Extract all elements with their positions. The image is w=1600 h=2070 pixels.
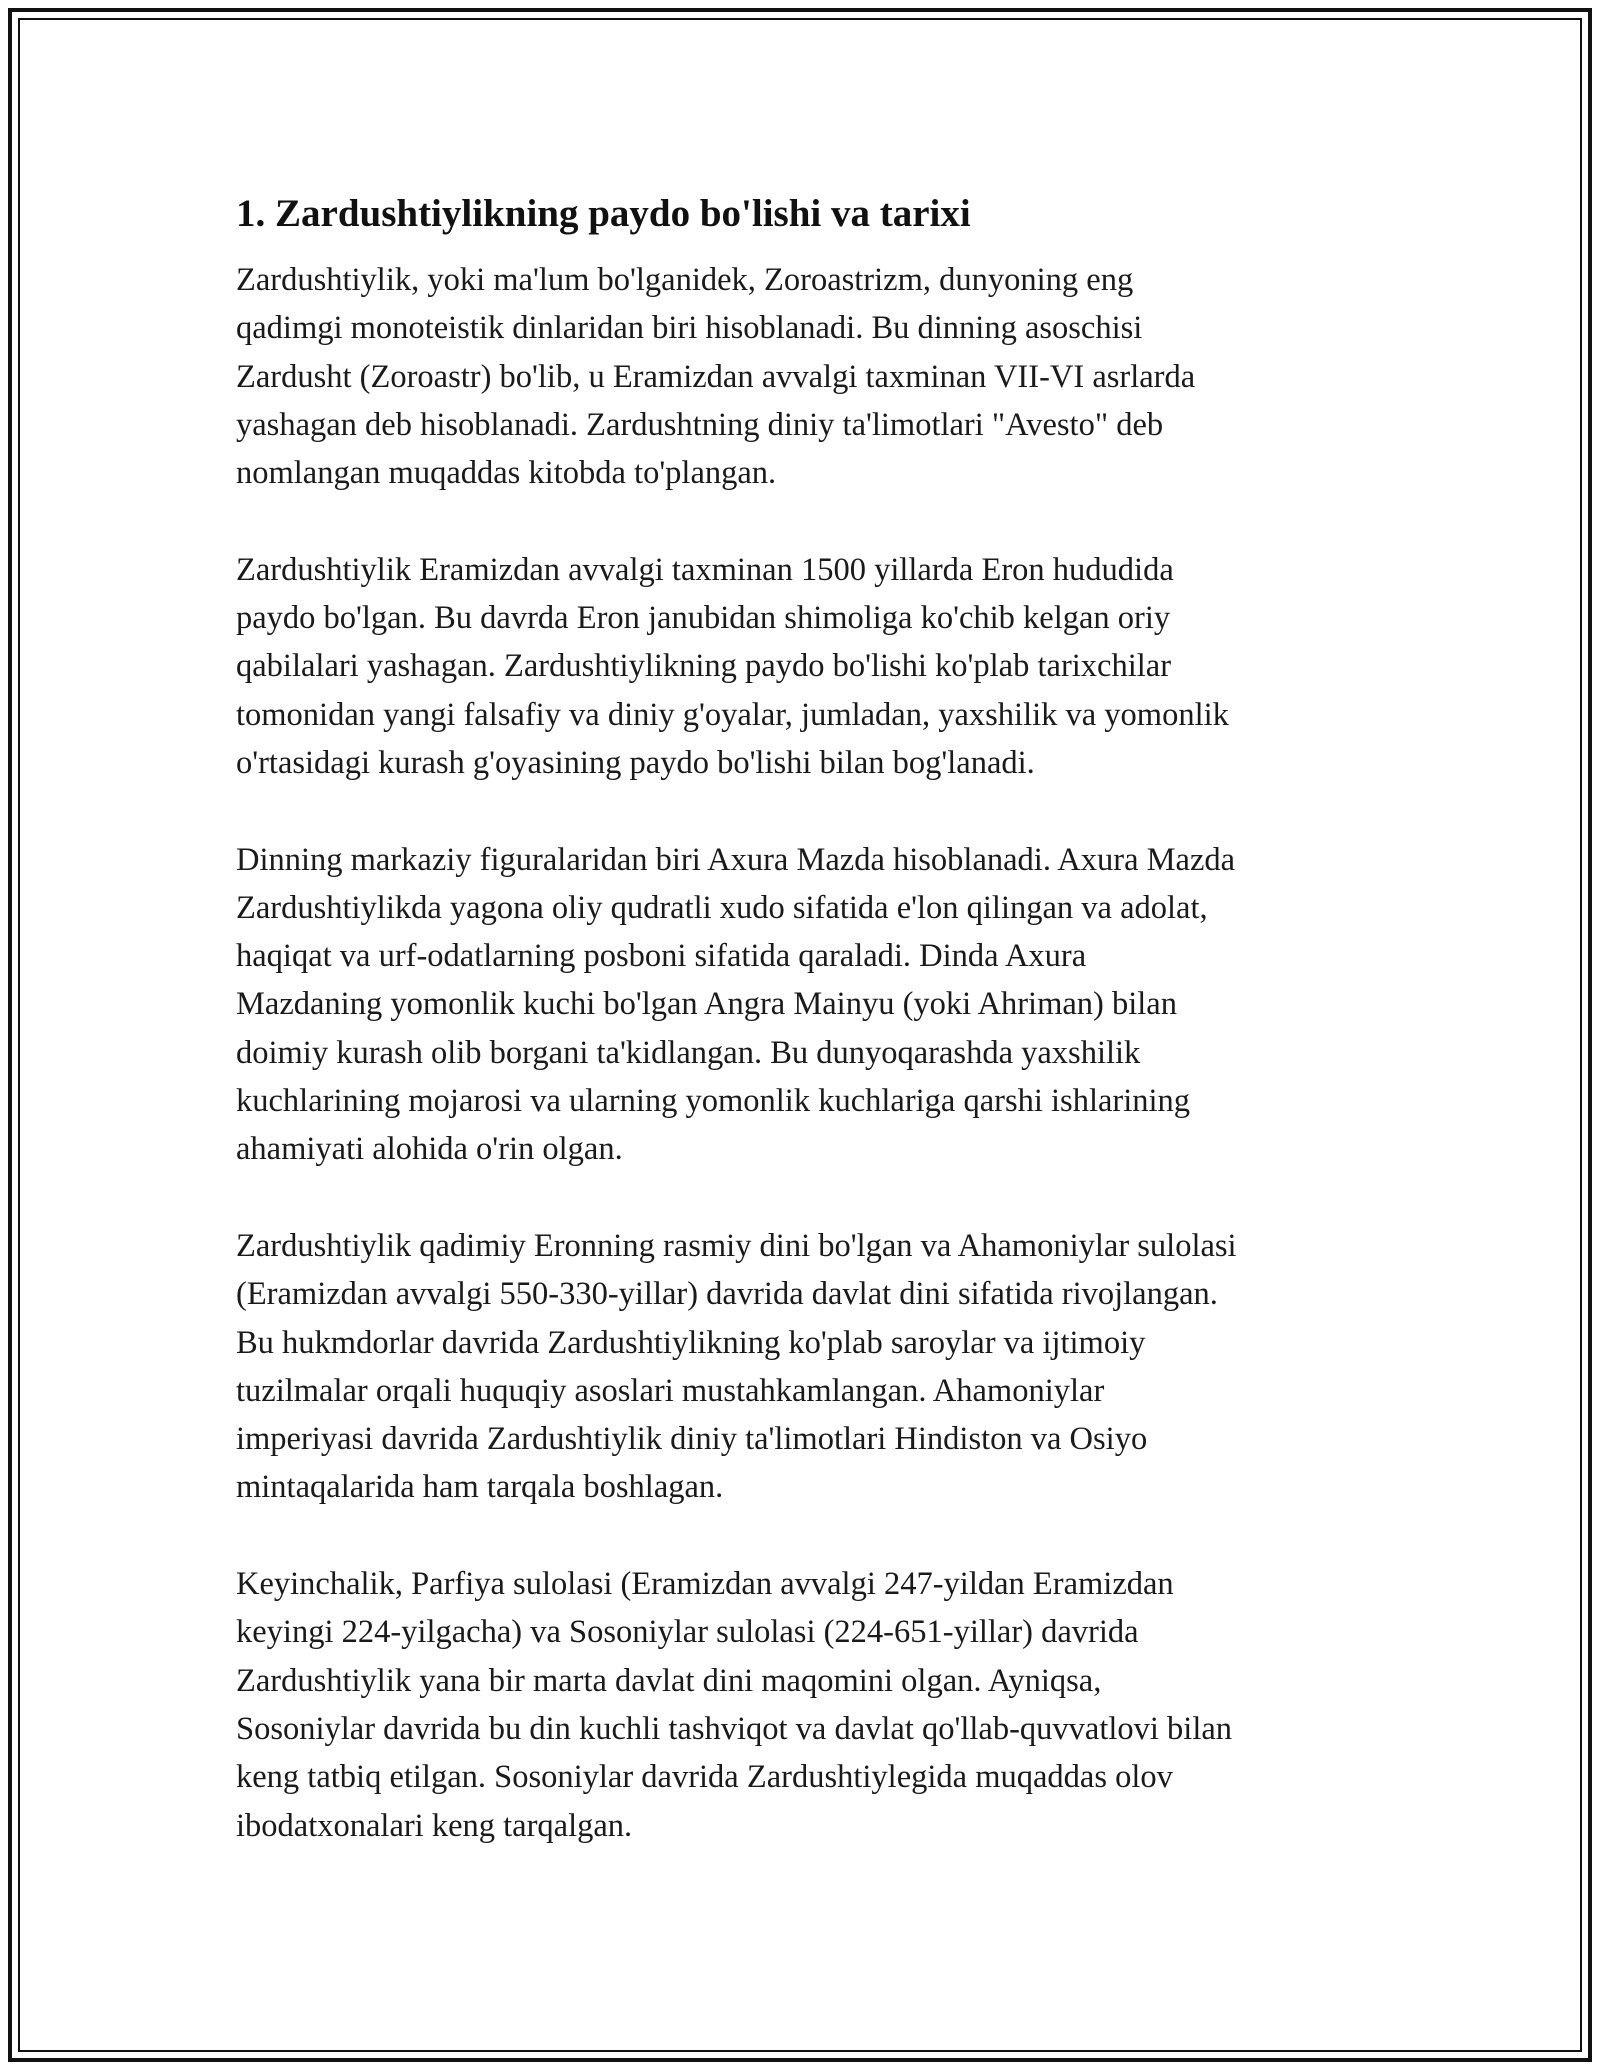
text-line: imperiyasi davrida Zardushtiylik diniy ta'limotlari Hindiston va Osiyo <box>236 1421 1148 1458</box>
text-line: nomlangan muqaddas kitobda to'plangan. <box>236 455 777 492</box>
text-line: Zardushtiylik yana bir marta davlat dini maqomini olgan. Ayniqsa, <box>236 1662 1102 1699</box>
text-line: qabilalari yashagan. Zardushtiylikning paydo bo'lishi ko'plab tarixchilar <box>236 648 1172 685</box>
text-line: Keyinchalik, Parfiya sulolasi (Eramizdan avvalgi 247-yildan Eramizdan <box>236 1566 1174 1603</box>
paragraph-3 <box>236 836 1376 1174</box>
text-line: (Eramizdan avvalgi 550-330-yillar) davrida davlat dini sifatida rivojlangan. <box>236 1276 1218 1313</box>
section-title: 1. Zardushtiylikning paydo bo'lishi va tarixi <box>236 192 971 235</box>
text-line: paydo bo'lgan. Bu davrda Eron janubidan shimoliga ko'chib kelgan oriy <box>236 600 1171 637</box>
text-line: haqiqat va urf-odatlarning posboni sifatida qaraladi. Dinda Axura <box>236 938 1087 975</box>
text-line: ahamiyati alohida o'rin olgan. <box>236 1131 623 1168</box>
text-line: doimiy kurash olib borgani ta'kidlangan. Bu dunyoqarashda yaxshilik <box>236 1034 1141 1071</box>
text-line: kuchlarining mojarosi va ularning yomonlik kuchlariga qarshi ishlarining <box>236 1083 1191 1120</box>
text-line: ibodatxonalari keng tarqalgan. <box>236 1807 633 1844</box>
text-line: qadimgi monoteistik dinlaridan biri hisoblanadi. Bu dinning asoschisi <box>236 310 1143 347</box>
text-line: Zardusht (Zoroastr) bo'lib, u Eramizdan avvalgi taxminan VII-VI asrlarda <box>236 358 1196 395</box>
text-line: Mazdaning yomonlik kuchi bo'lgan Angra Mainyu (yoki Ahriman) bilan <box>236 986 1177 1023</box>
text-line: Bu hukmdorlar davrida Zardushtiylikning ko'plab saroylar va ijtimoiy <box>236 1324 1146 1361</box>
paragraph-2 <box>236 546 1376 787</box>
text-line: keng tatbiq etilgan. Sosoniylar davrida Zardushtiylegida muqaddas olov <box>236 1759 1173 1796</box>
text-line: Zardushtiylikda yagona oliy qudratli xudo sifatida e'lon qilingan va adolat, <box>236 889 1208 926</box>
text-line: tuzilmalar orqali huquqiy asoslari mustahkamlangan. Ahamoniylar <box>236 1372 1105 1409</box>
text-line: o'rtasidagi kurash g'oyasining paydo bo'lishi bilan bog'lanadi. <box>236 744 1035 781</box>
document-body <box>236 188 1376 1898</box>
text-line: Dinning markaziy figuralaridan biri Axura Mazda hisoblanadi. Axura Mazda <box>236 841 1236 878</box>
text-line: yashagan deb hisoblanadi. Zardushtning diniy ta'limotlari "Avesto" deb <box>236 406 1164 443</box>
paragraph-1 <box>236 256 1376 497</box>
paragraph-4 <box>236 1222 1376 1512</box>
text-line: Sosoniylar davrida bu din kuchli tashviqot va davlat qo'llab-quvvatlovi bilan <box>236 1710 1233 1747</box>
text-line: keyingi 224-yilgacha) va Sosoniylar sulolasi (224-651-yillar) davrida <box>236 1614 1139 1651</box>
text-line: mintaqalarida ham tarqala boshlagan. <box>236 1469 724 1506</box>
text-line: Zardushtiylik qadimiy Eronning rasmiy dini bo'lgan va Ahamoniylar sulolasi <box>236 1227 1237 1264</box>
text-line: Zardushtiylik, yoki ma'lum bo'lganidek, Zoroastrizm, dunyoning eng <box>236 262 1134 298</box>
text-line: tomonidan yangi falsafiy va diniy g'oyalar, jumladan, yaxshilik va yomonlik <box>236 696 1229 733</box>
text-line: Zardushtiylik Eramizdan avvalgi taxminan 1500 yillarda Eron hududida <box>236 551 1174 588</box>
paragraph-5 <box>236 1560 1376 1850</box>
